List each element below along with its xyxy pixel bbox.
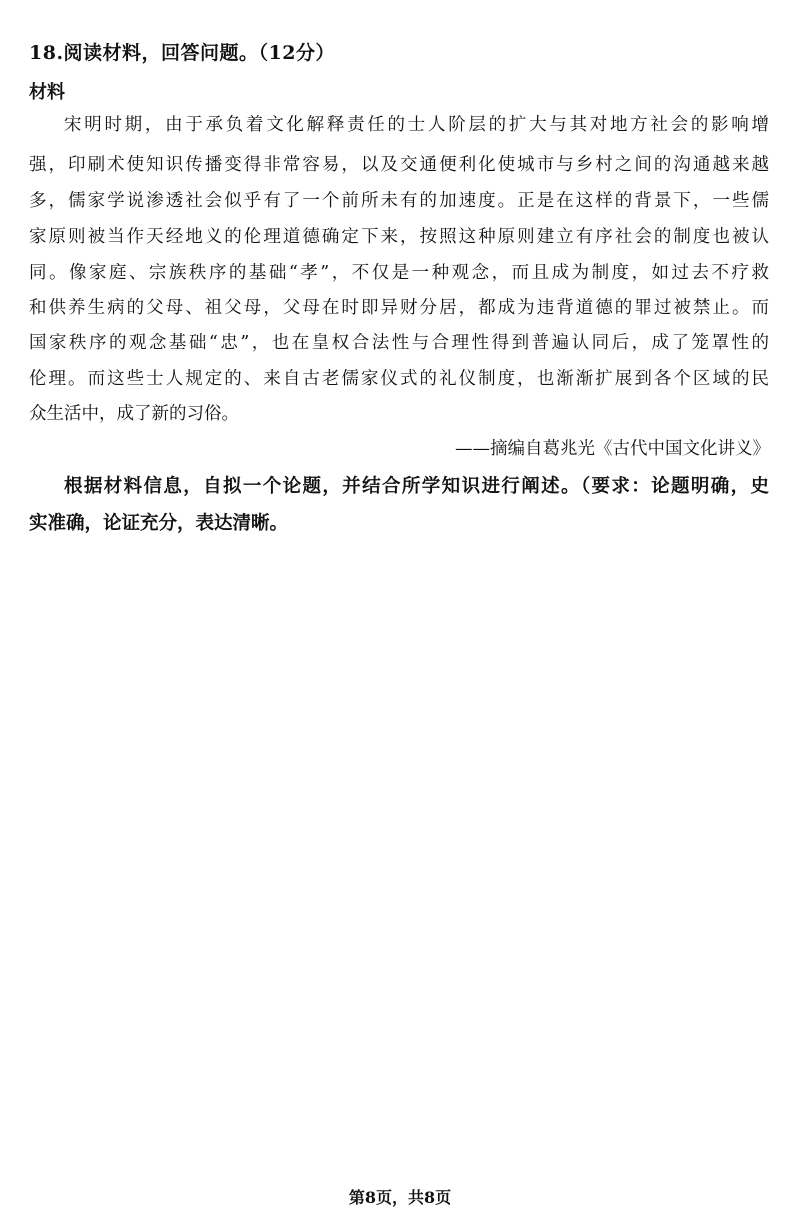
page-footer: 第8页，共8页 [348,1188,452,1207]
material-line-1: 宋明时期，由于承负着文化解释责任的士人阶层的扩大与其对地方社会的影响增 [64,115,769,135]
material-line-5: 同。像家庭、宗族秩序的基础“孝”，不仅是一种观念，而且成为制度，如过去不疗救 [29,263,769,283]
question-title: 18.阅读材料，回答问题。（12分） [29,42,335,64]
material-line-6: 和供养生病的父母、祖父母，父母在时即异财分居，都成为违背道德的罪过被禁止。而 [29,298,769,318]
material-line-2: 强，印刷术使知识传播变得非常容易，以及交通便利化使城市与乡村之间的沟通越来越 [29,155,769,175]
prompt-line-2: 实准确，论证充分，表达清晰。 [29,513,289,534]
material-line-8: 伦理。而这些士人规定的、来自古老儒家仪式的礼仪制度，也渐渐扩展到各个区域的民 [29,369,769,389]
material-label: 材料 [29,82,65,103]
prompt-line-1: 根据材料信息，自拟一个论题，并结合所学知识进行阐述。（要求：论题明确，史 [64,476,769,497]
material-source: ——摘编自葛兆光《古代中国文化讲义》 [455,439,770,459]
material-line-9: 众生活中，成了新的习俗。 [29,404,239,424]
material-line-4: 家原则被当作天经地义的伦理道德确定下来，按照这种原则建立有序社会的制度也被认 [29,227,769,247]
material-line-3: 多，儒家学说渗透社会似乎有了一个前所未有的加速度。正是在这样的背景下，一些儒 [29,191,769,211]
material-line-7: 国家秩序的观念基础“忠”，也在皇权合法性与合理性得到普遍认同后，成了笼罩性的 [29,333,769,353]
